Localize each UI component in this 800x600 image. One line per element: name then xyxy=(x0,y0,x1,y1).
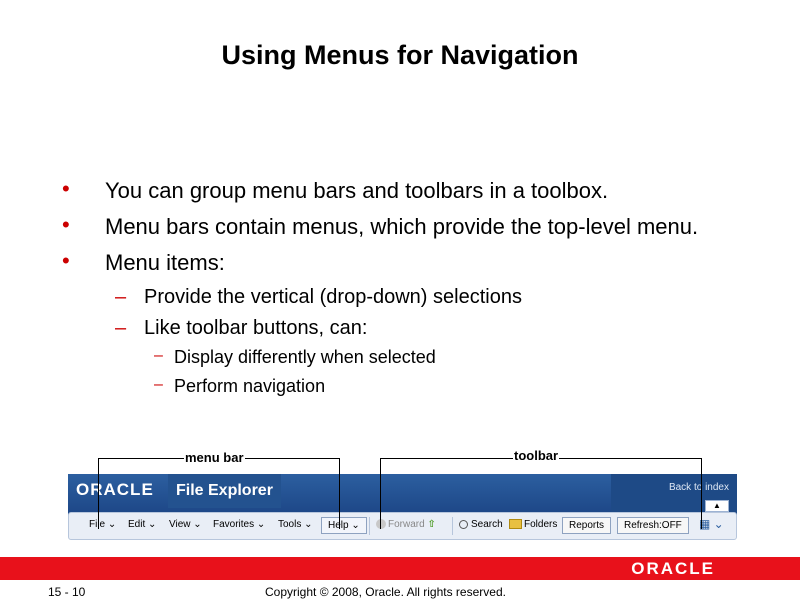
menu-file[interactable]: File ⌄ xyxy=(89,519,117,530)
dash-icon: – xyxy=(154,347,163,364)
dash-icon: – xyxy=(115,286,127,308)
toolbar-bracket xyxy=(380,458,702,529)
footer-oracle-logo: ORACLE xyxy=(631,559,715,578)
menu-bar-bracket xyxy=(98,458,340,529)
separator xyxy=(369,517,370,535)
back-to-index-link[interactable]: Back to index xyxy=(668,482,729,493)
sub-bullet-item: – Like toolbar buttons, can: xyxy=(115,317,368,339)
reports-button[interactable]: Reports xyxy=(562,517,611,534)
up-folder-icon: ⇧ xyxy=(427,519,436,530)
refresh-button[interactable]: Refresh:OFF xyxy=(617,517,689,534)
oracle-logo: ORACLE xyxy=(76,480,154,499)
menu-bar-callout: menu bar xyxy=(185,450,244,465)
copyright: Copyright © 2008, Oracle. All rights reserved. xyxy=(265,585,506,599)
calendar-icon[interactable]: ▦ ⌄ xyxy=(699,517,724,531)
sub-sub-bullet-item: – Display differently when selected xyxy=(60,344,740,370)
menu-view[interactable]: View ⌄ xyxy=(169,519,202,530)
bullet-dot-icon: • xyxy=(62,212,70,237)
slide-title: Using Menus for Navigation xyxy=(221,40,579,70)
menu-help[interactable]: Help ⌄ xyxy=(321,517,367,534)
menu-tools[interactable]: Tools ⌄ xyxy=(278,519,313,530)
footer-band xyxy=(0,557,800,580)
bullet-list xyxy=(60,176,740,399)
search-button[interactable]: Search xyxy=(459,519,503,530)
folders-button[interactable]: Folders xyxy=(509,519,557,530)
app-title: File Explorer xyxy=(168,474,281,508)
dash-icon: – xyxy=(115,317,127,339)
bullet-item: • Menu items: xyxy=(62,248,225,275)
app-screenshot xyxy=(68,446,737,540)
menu-favorites[interactable]: Favorites ⌄ xyxy=(213,519,266,530)
bullet-dot-icon: • xyxy=(62,176,70,201)
bullet-item: • You can group menu bars and toolbars in a toolbox. xyxy=(62,176,609,203)
sub-sub-bullet-item: – Perform navigation xyxy=(60,373,740,399)
toolbar-callout: toolbar xyxy=(514,448,559,463)
sub-bullet-item: – Provide the vertical (drop-down) selections xyxy=(115,286,522,308)
bullet-dot-icon: • xyxy=(62,248,70,273)
forward-button[interactable]: Forward ⇧ xyxy=(376,519,436,530)
page-number: 15 - 10 xyxy=(48,585,86,599)
collapse-up-icon[interactable]: ▲ xyxy=(705,500,729,512)
bullet-item: • Menu bars contain menus, which provide the top-level menu. xyxy=(62,212,699,239)
menu-edit[interactable]: Edit ⌄ xyxy=(128,519,157,530)
dash-icon: – xyxy=(154,376,163,393)
